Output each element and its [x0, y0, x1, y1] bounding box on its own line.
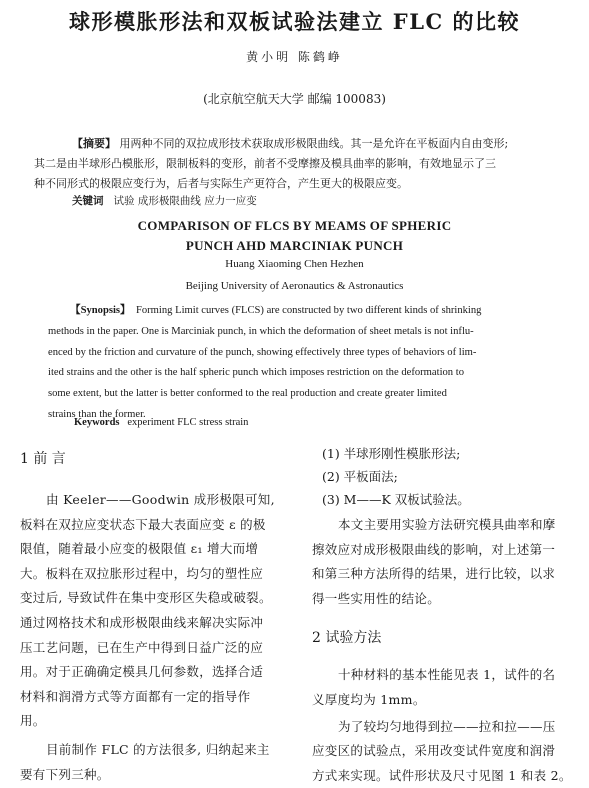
keywords-en — [74, 417, 248, 428]
rp3-line: 为了较均匀地得到拉——拉和拉——压 — [338, 718, 556, 734]
keywords-cn — [72, 193, 257, 208]
abstract-cn-line-2: 其二是由半球形凸模胀形，限制板料的变形，前者不受摩擦及模具曲率的影响，有效地显示了三 — [34, 157, 496, 170]
s1p1-line: 变过后, 导致试件在集中变形区失稳或破裂。 — [20, 590, 272, 606]
section-1-heading: 1 前 言 — [20, 451, 66, 467]
en-title-line-1: COMPARISON OF FLCS BY MEAMS OF SPHERIC — [137, 218, 452, 233]
s1p1-line: 材料和润滑方式等方面都有一定的指导作 — [20, 688, 251, 704]
authors: 黄小明 陈鹤峥 — [246, 50, 343, 64]
section-1-paragraph-1 — [20, 488, 290, 734]
s1p1-line: 用。 — [20, 713, 46, 729]
method-list-item: (1) 半球形刚性模胀形法; — [322, 446, 461, 461]
en-title-line-2: PUNCH AHD MARCINIAK PUNCH — [185, 238, 404, 253]
right-column — [312, 442, 580, 788]
affiliation: (北京航空航天大学 邮编 100083) — [203, 92, 386, 106]
synopsis-text-1: Forming Limit curves (FLCS) are constructed by two different kinds of shrinking — [135, 305, 482, 316]
keywords-cn-label: 关键词 — [72, 195, 104, 207]
abstract-cn-line-1 — [56, 134, 576, 154]
rp3-line: 应变区的试验点，采用改变试件宽度和润滑 — [312, 743, 556, 759]
right-paragraph-3 — [312, 715, 580, 788]
s1p2-line: 要有下列三种。 — [20, 766, 110, 782]
s1p2-line: 目前制作 FLC 的方法很多, 归纳起来主 — [46, 741, 270, 757]
s1p1-line: 由 Keeler——Goodwin 成形极限可知, — [46, 492, 275, 507]
section-2-heading: 2 试验方法 — [312, 630, 382, 647]
right-paragraph-1 — [312, 513, 580, 611]
rp2-line: 义厚度均为 1mm。 — [312, 691, 426, 707]
rp1-line: 和第三种方法所得的结果，进行比较，以求 — [312, 566, 556, 582]
right-paragraph-2 — [312, 663, 580, 712]
s1p1-line: 限值，随着最小应变的极限值 ε₁ 增大而增 — [20, 541, 259, 557]
s1p1-line: 通过网格技术和成形极限曲线来解决实际冲 — [20, 614, 264, 630]
rp1-line: 本文主要用实验方法研究模具曲率和摩 — [338, 517, 556, 532]
synopsis-line-4: ited strains and the other is the half spheric punch which imposes restriction on the deformation to — [48, 367, 464, 379]
synopsis-line-3: enced by the friction and curvature of the punch, showing effectively three types of behaviors of lim- — [48, 346, 477, 358]
method-list-item: (3) M——K 双板试验法。 — [322, 492, 470, 507]
keywords-cn-text: 试验 成形极限曲线 应力一应变 — [113, 195, 257, 207]
abstract-cn — [34, 134, 576, 194]
en-affiliation: Beijing University of Aeronautics & Astronautics — [185, 280, 404, 292]
s1p1-line: 大。板料在双拉胀形过程中，均匀的塑性应 — [20, 565, 264, 581]
rp2-line: 十种材料的基本性能见表 1，试件的名 — [338, 667, 556, 683]
s1p1-line: 压工艺问题，已在生产中得到日益广泛的应 — [20, 639, 264, 655]
synopsis-line-2: methods in the paper. One is Marciniak punch, in which the deformation of sheet metals is not influ- — [48, 325, 474, 337]
abstract-cn-text-1: 用两种不同的双拉成形技术获取成形极限曲线。其一是允许在平板面内自由变形; — [119, 137, 509, 150]
s1p1-line: 用。对于正确确定模具几何参数，选择合适 — [20, 664, 264, 680]
en-authors: Huang Xiaoming Chen Hezhen — [225, 258, 364, 270]
paper-title: 球形模胀形法和双板试验法建立 FLC 的比较 — [68, 9, 520, 34]
synopsis-line-1 — [48, 301, 578, 322]
synopsis — [48, 301, 578, 426]
method-list-item: (2) 平板面法; — [322, 469, 398, 484]
abstract-cn-label: 【摘要】 — [72, 137, 116, 150]
abstract-cn-line-3: 种不同形式的极限应变行为，后者与实际生产更符合，产生更大的极限应变。 — [34, 177, 408, 190]
left-column — [20, 442, 290, 787]
s1p1-line: 板料在双拉应变状态下最大表面应变 ε 的极 — [20, 516, 266, 532]
rp1-line: 得一些实用性的结论。 — [312, 590, 441, 606]
section-1-paragraph-2 — [20, 738, 290, 787]
synopsis-line-6: strains than the former. — [48, 408, 146, 420]
synopsis-line-5: some extent, but the latter is better conformed to the real production and create greater limited — [48, 388, 447, 400]
keywords-en-label: Keywords — [74, 417, 120, 428]
rp3-line: 方式来实现。试件形状及尺寸见图 1 和表 2。 — [312, 767, 572, 783]
synopsis-label: 【Synopsis】 — [70, 305, 131, 316]
rp1-line: 擦效应对成形极限曲线的影响，对上述第一 — [312, 541, 556, 557]
keywords-en-text: experiment FLC stress strain — [127, 417, 249, 428]
